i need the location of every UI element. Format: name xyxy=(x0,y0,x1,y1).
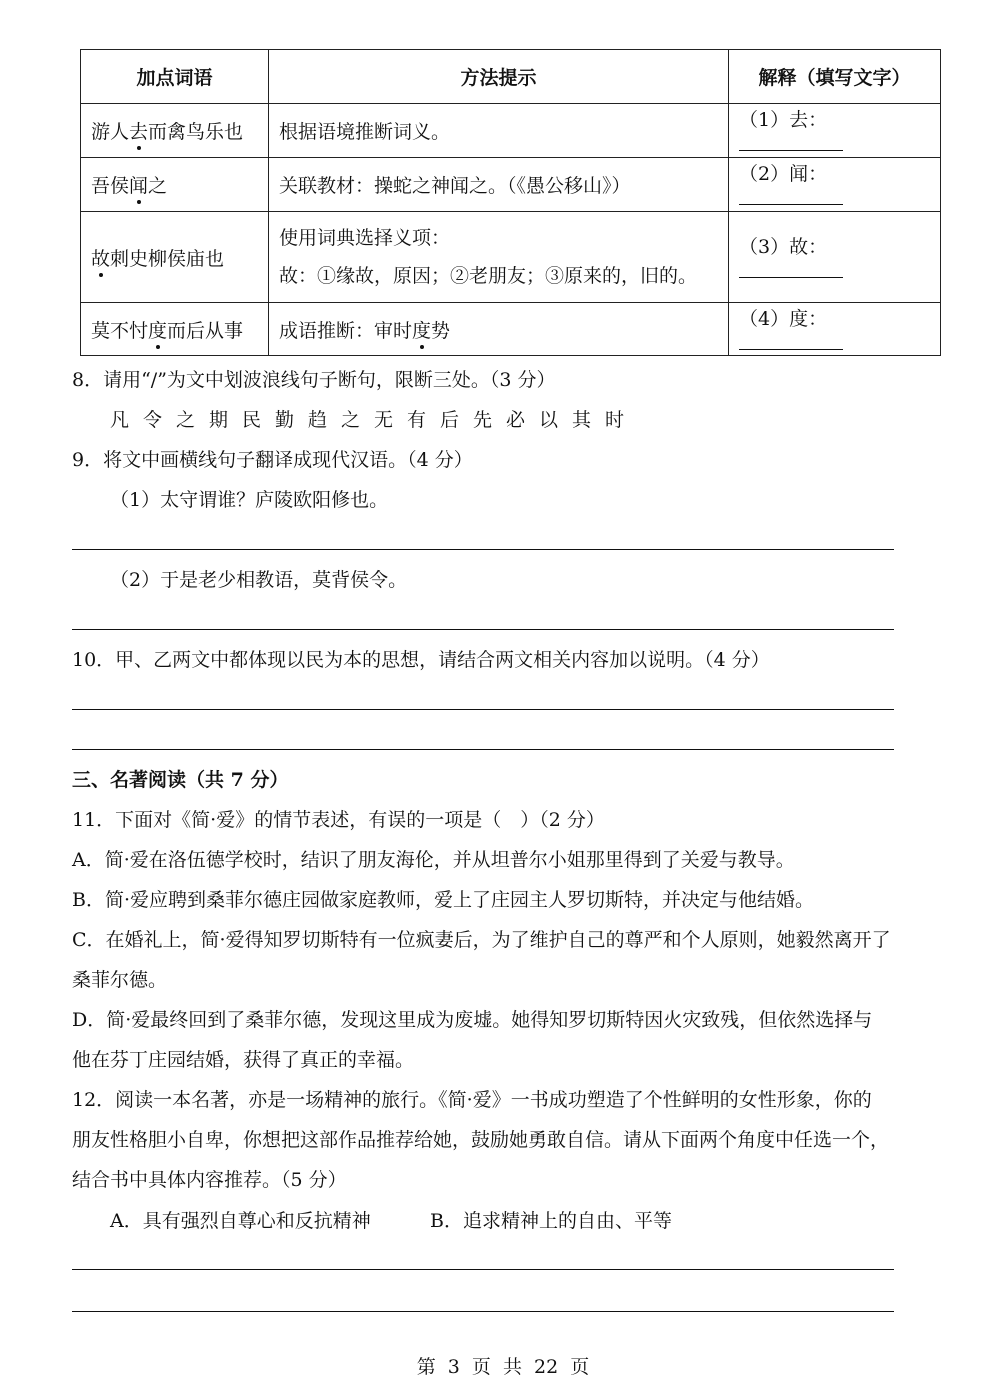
q11-option-c-cont: 桑菲尔德。 xyxy=(72,969,168,991)
q10-stem: 10．甲、乙两文中都体现以民为本的思想，请结合两文相关内容加以说明。（4 分） xyxy=(72,649,770,671)
table-row xyxy=(81,212,941,303)
table-row xyxy=(81,158,941,212)
header-phrase: 加点词语 xyxy=(81,50,269,104)
answer-label: （4）度： xyxy=(739,307,828,330)
answer-line[interactable] xyxy=(72,1311,894,1312)
answer-line[interactable] xyxy=(72,709,894,710)
phrase-text: 而禽鸟乐也 xyxy=(148,121,244,143)
answer-label: （1）去： xyxy=(739,109,828,131)
page-footer: 第 3 页 共 22 页 xyxy=(416,1356,590,1378)
answer-cell xyxy=(729,303,941,356)
answer-cell xyxy=(729,212,941,303)
phrase-text: 刺史柳侯庙也 xyxy=(110,247,225,270)
hint-cell xyxy=(269,212,729,303)
q11-option-d: D．简·爱最终回到了桑菲尔德，发现这里成为废墟。她得知罗切斯特因火灾致残，但依然选择与 xyxy=(72,1009,873,1031)
header-answer: 解释（填写文字） xyxy=(729,50,941,104)
answer-line[interactable] xyxy=(72,629,894,630)
dotted-char: 度 xyxy=(412,316,431,343)
phrase-text: 吾侯 xyxy=(91,175,130,197)
phrase-text: 之 xyxy=(148,175,168,197)
vocab-table xyxy=(80,49,941,356)
answer-line[interactable] xyxy=(72,549,894,550)
table-header-row xyxy=(81,50,941,104)
header-hint: 方法提示 xyxy=(269,50,729,104)
q12-stem: 12．阅读一本名著，亦是一场精神的旅行。《简·爱》一书成功塑造了个性鲜明的女性形象，你的 xyxy=(72,1089,872,1111)
hint-cell xyxy=(269,303,729,356)
hint-text: 势 xyxy=(431,319,451,342)
answer-blank[interactable] xyxy=(739,331,843,350)
dotted-char: 闻 xyxy=(129,171,148,198)
dotted-char: 去 xyxy=(129,117,148,144)
q12-option-b: B．追求精神上的自由、平等 xyxy=(430,1210,672,1232)
q11-option-a: A．简·爱在洛伍德学校时，结识了朋友海伦，并从坦普尔小姐那里得到了关爱与教导。 xyxy=(72,849,795,871)
answer-line[interactable] xyxy=(72,1269,894,1270)
hint-text: 成语推断：审时 xyxy=(279,319,413,342)
phrase-cell xyxy=(81,104,269,158)
phrase-text: 而后从事 xyxy=(167,319,244,342)
q9-sentence-2: （2）于是老少相教语，莫背侯令。 xyxy=(110,569,408,591)
q11-stem: 11．下面对《简·爱》的情节表述，有误的一项是（ ）（2 分） xyxy=(72,809,605,831)
hint-cell: 根据语境推断词义。 xyxy=(269,104,729,158)
table-row xyxy=(81,104,941,158)
q11-option-d-cont: 他在芬丁庄园结婚，获得了真正的幸福。 xyxy=(72,1049,415,1071)
answer-blank[interactable] xyxy=(739,186,843,205)
hint-line: 使用词典选择义项： xyxy=(279,227,451,249)
dotted-char: 故 xyxy=(91,244,110,271)
answer-label: （2）闻： xyxy=(739,163,828,185)
phrase-cell xyxy=(81,158,269,212)
answer-blank[interactable] xyxy=(739,132,843,151)
phrase-cell xyxy=(81,303,269,356)
phrase-text: 莫不忖 xyxy=(91,319,149,342)
q9-sentence-1: （1）太守谓谁？庐陵欧阳修也。 xyxy=(110,489,389,511)
q8-sentence: 凡令之期民勤趋之无有后先必以其时 xyxy=(110,409,639,431)
answer-cell xyxy=(729,158,941,212)
dotted-char: 度 xyxy=(148,316,167,343)
q9-stem: 9．将文中画横线句子翻译成现代汉语。（4 分） xyxy=(72,449,473,471)
q12-option-a: A．具有强烈自尊心和反抗精神 xyxy=(110,1210,371,1232)
q8-stem: 8．请用“/”为文中划波浪线句子断句，限断三处。（3 分） xyxy=(72,369,556,391)
phrase-text: 游人 xyxy=(91,121,130,143)
table-row xyxy=(81,303,941,356)
hint-line: 故：①缘故，原因；②老朋友；③原来的，旧的。 xyxy=(279,265,698,287)
q11-option-c: C．在婚礼上，简·爱得知罗切斯特有一位疯妻后，为了维护自己的尊严和个人原则，她毅然离开了 xyxy=(72,929,891,951)
q12-stem-cont: 结合书中具体内容推荐。（5 分） xyxy=(72,1169,347,1191)
hint-cell: 关联教材：操蛇之神闻之。（《愚公移山》） xyxy=(269,158,729,212)
q12-stem-cont: 朋友性格胆小自卑，你想把这部作品推荐给她，鼓励她勇敢自信。请从下面两个角度中任选一个， xyxy=(72,1129,890,1151)
answer-cell xyxy=(729,104,941,158)
answer-line[interactable] xyxy=(72,749,894,750)
section-title: 三、名著阅读（共 7 分） xyxy=(72,769,289,791)
answer-label: （3）故： xyxy=(739,235,828,258)
q11-option-b: B．简·爱应聘到桑菲尔德庄园做家庭教师，爱上了庄园主人罗切斯特，并决定与他结婚。 xyxy=(72,889,815,911)
answer-blank[interactable] xyxy=(739,259,843,278)
phrase-cell xyxy=(81,212,269,303)
